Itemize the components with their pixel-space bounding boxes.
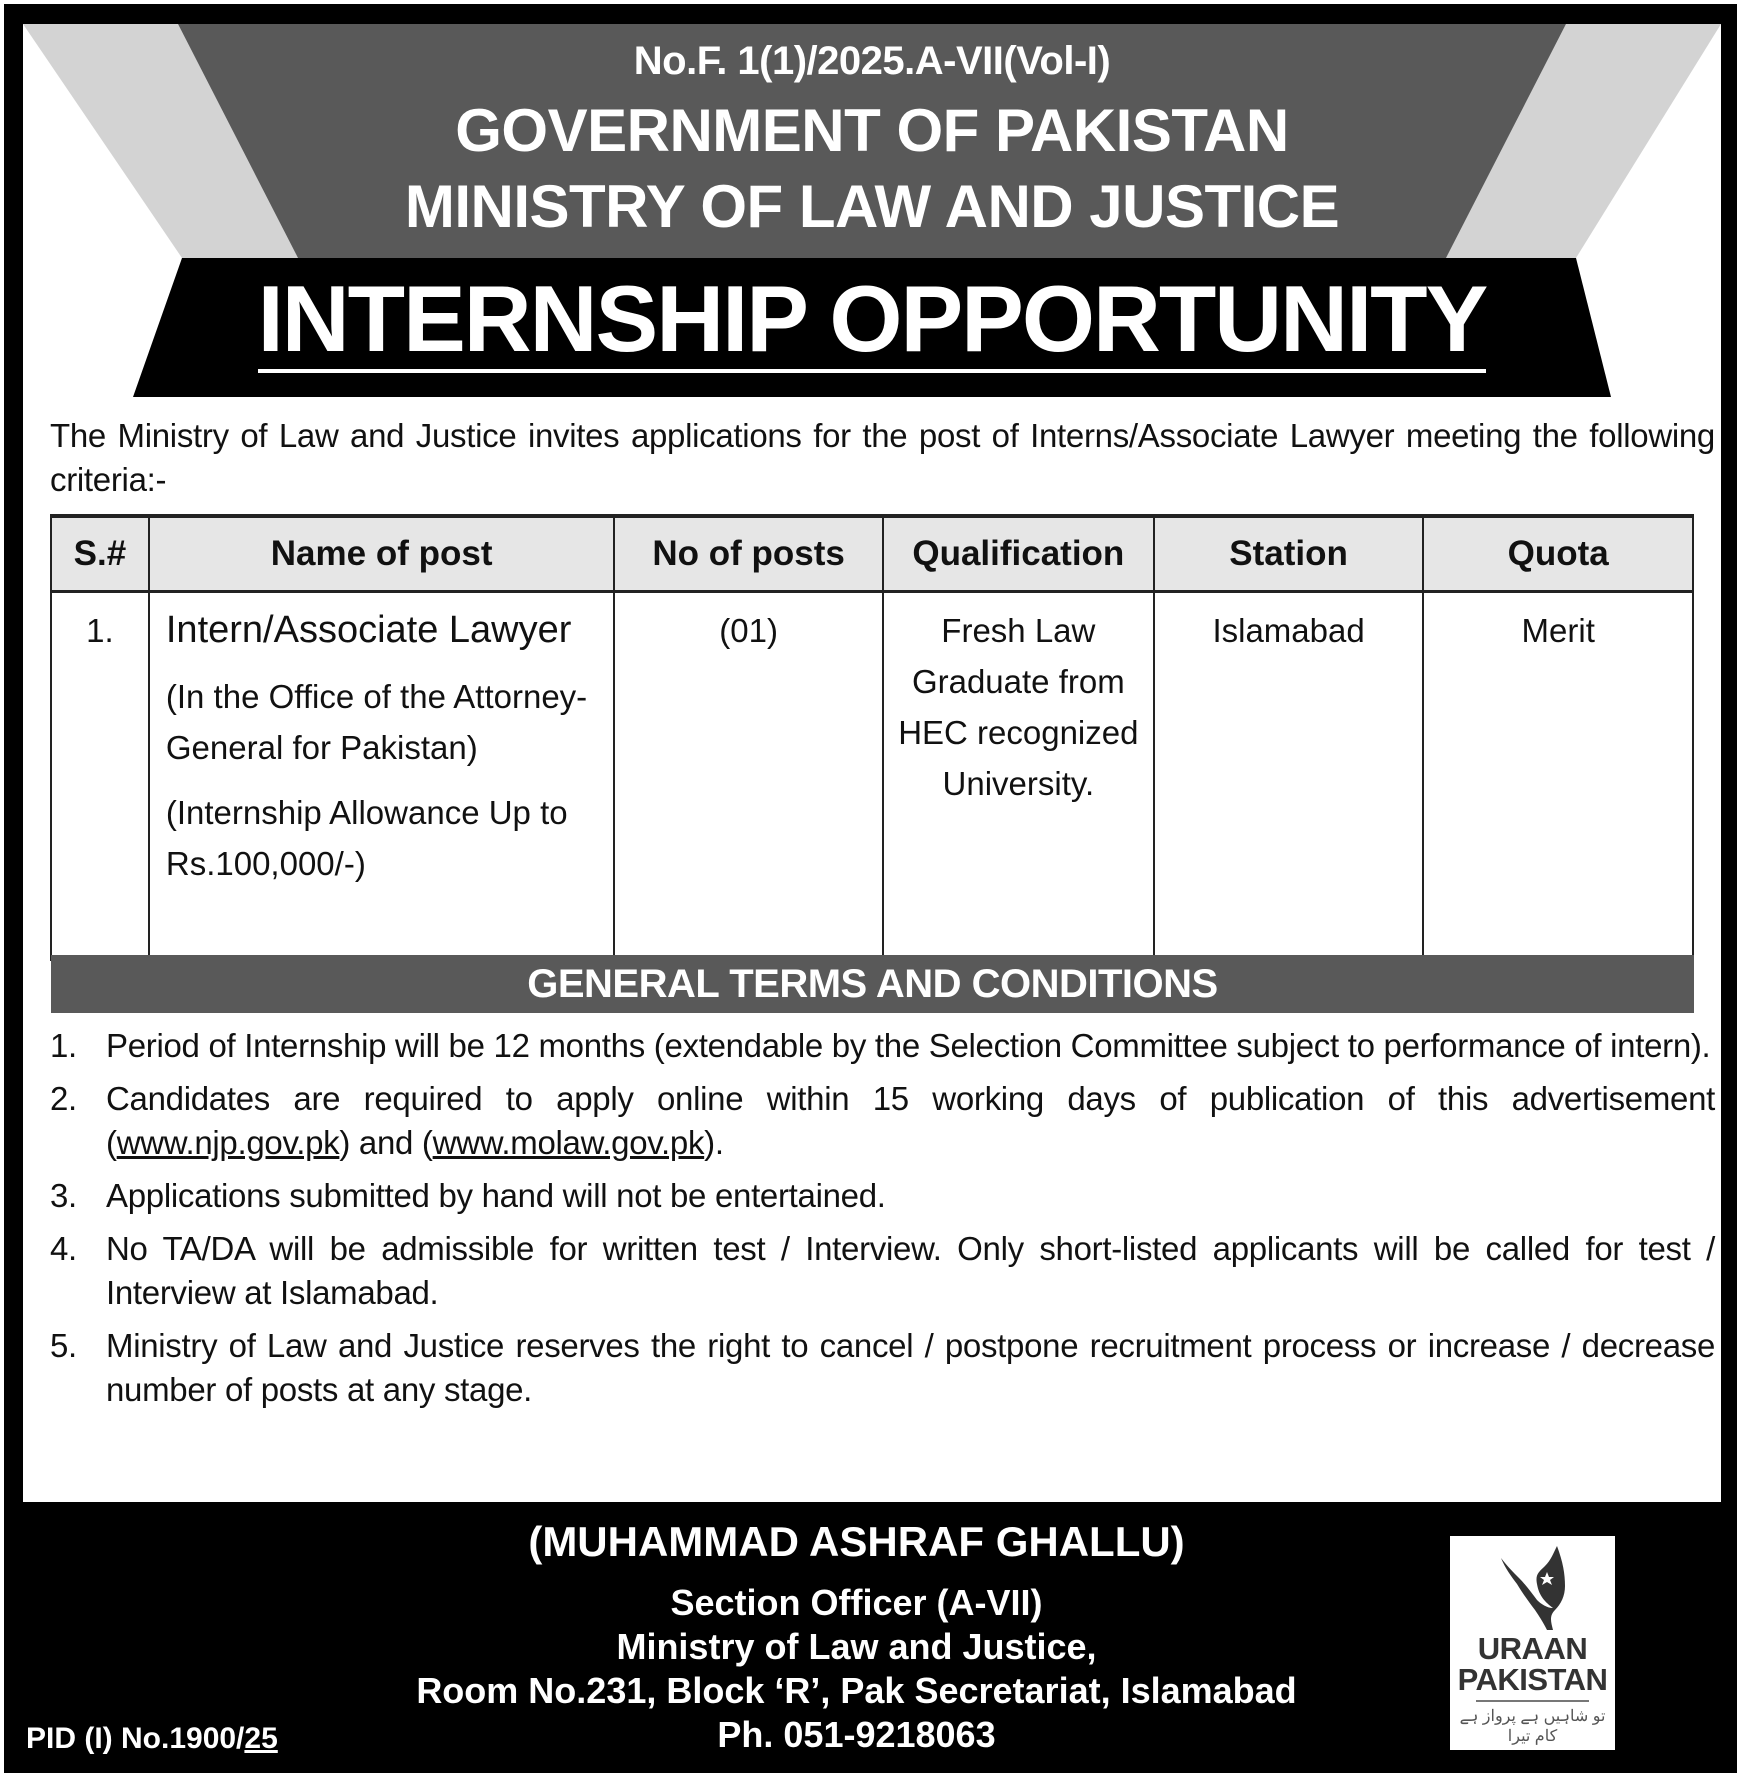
cell-no-of-posts: (01) <box>614 592 883 961</box>
item-number: 2. <box>50 1080 77 1117</box>
logo-line-2: PAKISTAN <box>1457 1662 1608 1697</box>
list-item <box>50 1174 1715 1218</box>
item-text: Candidates are required to apply online within 15 working days of publication of this advertisement ( <box>106 1080 1715 1161</box>
list-item <box>50 1324 1715 1412</box>
cell-qualification: Fresh Law Graduate from HEC recognized University. <box>883 592 1154 961</box>
page-title <box>23 264 1721 374</box>
logo-divider <box>1476 1700 1589 1702</box>
posts-table <box>50 514 1694 961</box>
item-text: Applications submitted by hand will not be entertained. <box>106 1177 886 1214</box>
signatory-name: (MUHAMMAD ASHRAF GHALLU) <box>528 1518 1185 1565</box>
logo-line-1: URAAN <box>1477 1631 1588 1666</box>
cell-serial: 1. <box>51 592 149 961</box>
item-text: ) and ( <box>339 1124 433 1161</box>
signatory-address: Room No.231, Block ‘R’, Pak Secretariat, Islamabad <box>416 1670 1297 1711</box>
advertisement-sheet <box>23 24 1721 1502</box>
list-item <box>50 1227 1715 1315</box>
item-number: 3. <box>50 1177 77 1214</box>
signatory-designation: Section Officer (A-VII) <box>670 1582 1043 1623</box>
signatory-organization: Ministry of Law and Justice, <box>616 1626 1097 1667</box>
item-number: 5. <box>50 1327 77 1364</box>
item-text: No TA/DA will be admissible for written test / Interview. Only short-listed applicants will be called for test / Interview at Islamabad. <box>106 1230 1715 1311</box>
list-item <box>50 1077 1715 1165</box>
item-text: ). <box>704 1124 724 1161</box>
post-office-note: (In the Office of the Attorney-General for Pakistan) <box>165 678 588 766</box>
reference-number: No.F. 1(1)/2025.A-VII(Vol-I) <box>633 39 1111 83</box>
column-header-count: No of posts <box>614 516 883 592</box>
link-njp[interactable]: www.njp.gov.pk <box>116 1124 340 1161</box>
uraan-pakistan-logo <box>1450 1536 1615 1750</box>
item-number: 1. <box>50 1027 77 1064</box>
table-header-row <box>51 516 1693 592</box>
column-header-name: Name of post <box>149 516 615 592</box>
cell-station: Islamabad <box>1154 592 1424 961</box>
pid-year: 25 <box>244 1722 278 1755</box>
item-text: Period of Internship will be 12 months (extendable by the Selection Committee subject to performance of intern). <box>106 1027 1711 1064</box>
terms-heading: GENERAL TERMS AND CONDITIONS <box>51 955 1694 1013</box>
item-number: 4. <box>50 1230 77 1267</box>
list-item <box>50 1024 1715 1068</box>
link-molaw[interactable]: www.molaw.gov.pk <box>432 1124 705 1161</box>
post-title: Intern/Associate Lawyer <box>165 609 572 651</box>
pid-number <box>26 1722 278 1756</box>
column-header-qualification: Qualification <box>883 516 1154 592</box>
column-header-quota: Quota <box>1423 516 1693 592</box>
cell-quota: Merit <box>1423 592 1693 961</box>
terms-list <box>50 1024 1715 1421</box>
cell-name-of-post <box>149 592 615 961</box>
column-header-serial: S.# <box>51 516 149 592</box>
footer-signature-block <box>4 1502 1737 1773</box>
signatory-phone: Ph. 051-9218063 <box>717 1714 996 1755</box>
pid-prefix: PID (I) No.1900/ <box>26 1722 245 1755</box>
intro-paragraph: The Ministry of Law and Justice invites applications for the post of Interns/Associate Lawyer meeting the following criteria:- <box>50 417 1715 498</box>
government-heading: GOVERNMENT OF PAKISTAN <box>455 97 1289 164</box>
table-row <box>51 592 1693 961</box>
logo-tagline: تو شاہیں ہے پرواز ہے کام تیرا <box>1459 1708 1606 1745</box>
ministry-heading: MINISTRY OF LAW AND JUSTICE <box>404 173 1340 240</box>
eagle-icon <box>1495 1544 1570 1632</box>
column-header-station: Station <box>1154 516 1424 592</box>
item-text: Ministry of Law and Justice reserves the right to cancel / postpone recruitment process or increase / decrease number of posts at any stage. <box>106 1327 1715 1408</box>
post-allowance-note: (Internship Allowance Up to Rs.100,000/-) <box>165 794 568 882</box>
banner-title-text: INTERNSHIP OPPORTUNITY <box>257 266 1487 371</box>
